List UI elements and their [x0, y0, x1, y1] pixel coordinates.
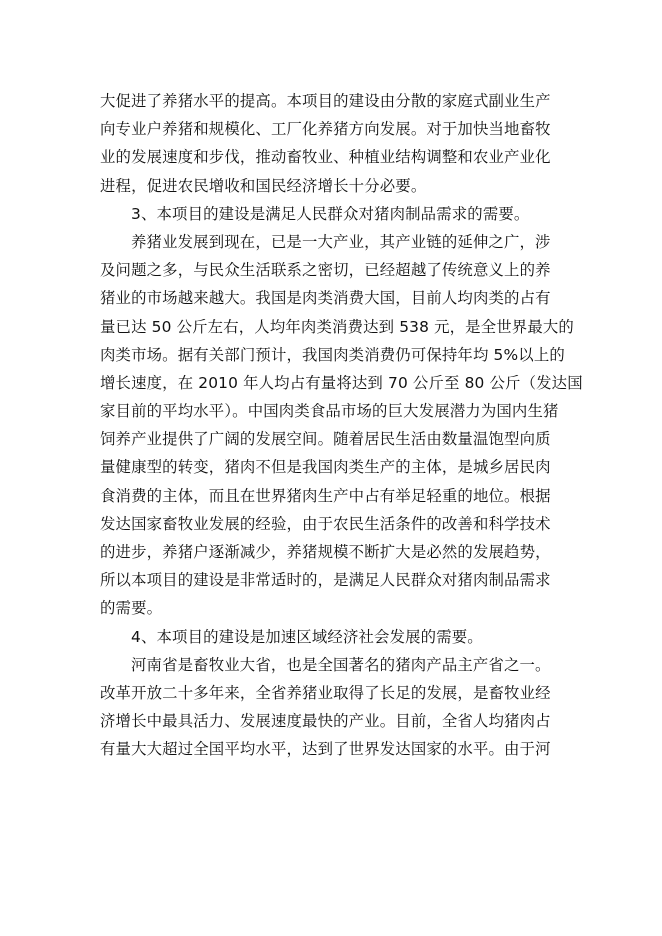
- text-line: 的需要。: [100, 599, 163, 618]
- text-line: 向专业户养猪和规模化、工厂化养猪方向发展。对于加快当地畜牧: [100, 120, 551, 139]
- text-line: 大促进了养猪水平的提高。本项目的建设由分散的家庭式副业生产: [100, 92, 551, 110]
- text-line: 进程，促进农民增收和国民经济增长十分必要。: [100, 176, 427, 195]
- text-line: 养猪业发展到现在，已是一大产业，其产业链的延伸之广，涉: [131, 232, 551, 251]
- text-line: 食消费的主体，而且在世界猪肉生产中占有举足轻重的地位。根据: [100, 486, 551, 505]
- text-line: 所以本项目的建设是非常适时的，是满足人民群众对猪肉制品需求: [100, 571, 551, 590]
- section-heading-3: 3、本项目的建设是满足人民群众对猪肉制品需求的需要。: [131, 204, 530, 223]
- text-line: 有量大大超过全国平均水平，达到了世界发达国家的水平。由于河: [100, 740, 551, 759]
- text-line: 肉类市场。据有关部门预计，我国肉类消费仍可保持年均 5%以上的: [100, 345, 565, 364]
- text-line: 改革开放二十多年来，全省养猪业取得了长足的发展，是畜牧业经: [100, 683, 551, 702]
- text-line: 量健康型的转变，猪肉不但是我国肉类生产的主体，是城乡居民肉: [100, 458, 551, 477]
- text-line: 增长速度，在 2010 年人均占有量将达到 70 公斤至 80 公斤（发达国: [100, 373, 583, 392]
- section-heading-4: 4、本项目的建设是加速区域经济社会发展的需要。: [131, 627, 483, 646]
- text-line: 家目前的平均水平）。中国肉类食品市场的巨大发展潜力为国内生猪: [100, 402, 559, 421]
- text-line: 及问题之多，与民众生活联系之密切，已经超越了传统意义上的养: [100, 261, 551, 280]
- text-line: 济增长中最具活力、发展速度最快的产业。目前，全省人均猪肉占: [100, 712, 551, 731]
- body-text: [100, 87, 583, 764]
- text-line: 河南省是畜牧业大省，也是全国著名的猪肉产品主产省之一。: [131, 655, 551, 674]
- text-line: 猪业的市场越来越大。我国是肉类消费大国，目前人均肉类的占有: [100, 289, 551, 308]
- text-line: 饲养产业提供了广阔的发展空间。随着居民生活由数量温饱型向质: [100, 430, 551, 449]
- text-line: 的进步，养猪户逐渐减少，养猪规模不断扩大是必然的发展趋势，: [100, 543, 551, 561]
- text-line: 发达国家畜牧业发展的经验，由于农民生活条件的改善和科学技术: [100, 514, 551, 533]
- text-line: 量已达 50 公斤左右，人均年肉类消费达到 538 元，是全世界最大的: [100, 317, 574, 336]
- text-line: 业的发展速度和步伐，推动畜牧业、种植业结构调整和农业产业化: [100, 148, 551, 167]
